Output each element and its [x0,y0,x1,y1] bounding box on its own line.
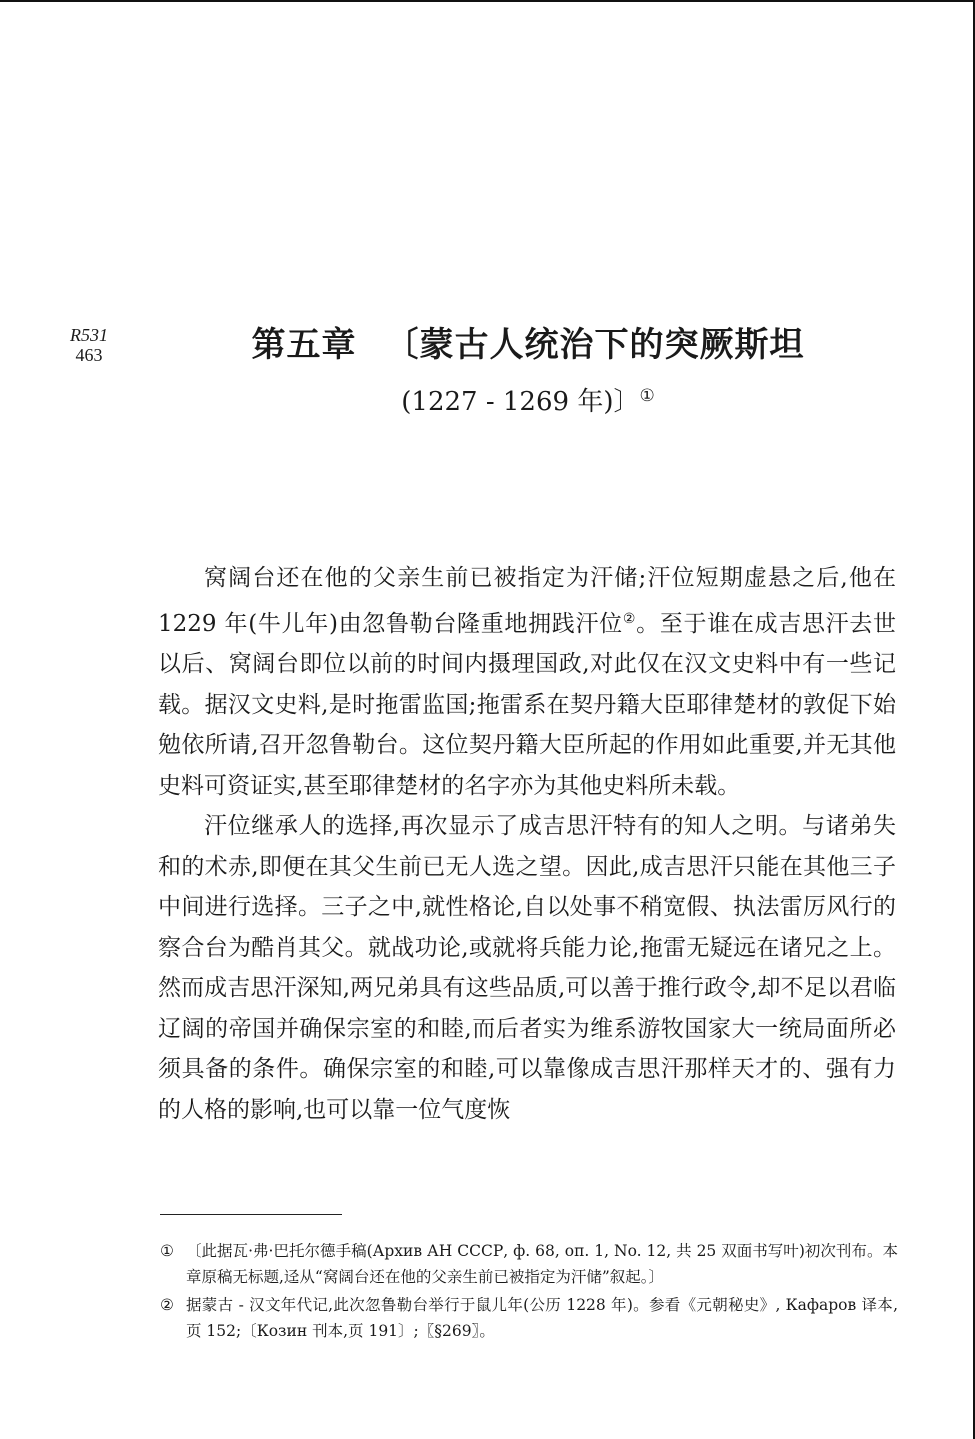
footnote-1-text: 〔此据瓦·弗·巴托尔德手稿(Архив АН СССР, ф. 68, оп. 1, No. 12, 共 25 双面书写叶)初次刊布。本章原稿无标题,迳从“窝阔台还在他的父亲生前已被指定为汗储”叙起。〕 [186,1242,898,1286]
footnote-2 [160,1292,898,1344]
footnote-separator [160,1214,342,1215]
body-text [158,558,896,1130]
footnote-1-mark: ① [160,1242,174,1260]
margin-reference [70,325,108,365]
chapter-title-text: 〔蒙古人统治下的突厥斯坦 [384,325,805,365]
chapter-subtitle-text: (1227 - 1269 年)〕 [401,387,640,417]
margin-reference-line2: 463 [75,345,103,365]
chapter-title [158,318,898,372]
paragraph-1-part-b: 。至于谁在成吉思汗去世以后、窝阔台即位以前的时间内摄理国政,对此仅在汉文史料中有一些记载。据汉文史料,是时拖雷监国;拖雷系在契丹籍大臣耶律楚材的敦促下始勉依所请,召开忽鲁勒台。这位契丹籍大臣所起的作用如此重要,并无其他史料可资证实,甚至耶律楚材的名字亦为其他史料所未载。 [158,610,897,799]
footnote-2-mark: ② [160,1296,174,1314]
paragraph-2: 汗位继承人的选择,再次显示了成吉思汗特有的知人之明。与诸弟失和的术赤,即便在其父生前已无人选之望。因此,成吉思汗只能在其他三子中间进行选择。三子之中,就性格论,自以处事不稍宽假、执法雷厉风行的察合台为酷肖其父。就战功论,或就将兵能力论,拖雷无疑远在诸兄之上。然而成吉思汗深知,两兄弟具有这些品质,可以善于推行政令,却不足以君临辽阔的帝国并确保宗室的和睦,而后者实为维系游牧国家大一统局面所必须具备的条件。确保宗室的和睦,可以靠像成吉思汗那样天才的、强有力的人格的影响,也可以靠一位气度恢 [158,813,896,1123]
footnote-ref-2: ② [622,610,637,627]
chapter-number: 第五章 [251,325,357,365]
paragraph-1-part-a: 窝阔台还在他的父亲生前已被指定为汗储;汗位短期虚悬之后,他在 1229 年(牛儿年)由忽鲁勒台隆重地拥践汗位 [158,565,896,637]
paragraph-1 [158,558,896,806]
footnote-2-text: 据蒙古 - 汉文年代记,此次忽鲁勒台举行于鼠儿年(公历 1228 年)。参看《元朝秘史》, Кафаров 译本,页 152;〔Козин 刊本,页 191〕;〖§269〗。 [186,1296,898,1340]
page-top-border [0,0,975,2]
footnotes [160,1238,898,1346]
margin-reference-line1: R531 [70,325,108,345]
chapter-subtitle [158,376,898,422]
footnote-1 [160,1238,898,1290]
footnote-ref-1: ① [639,386,655,406]
